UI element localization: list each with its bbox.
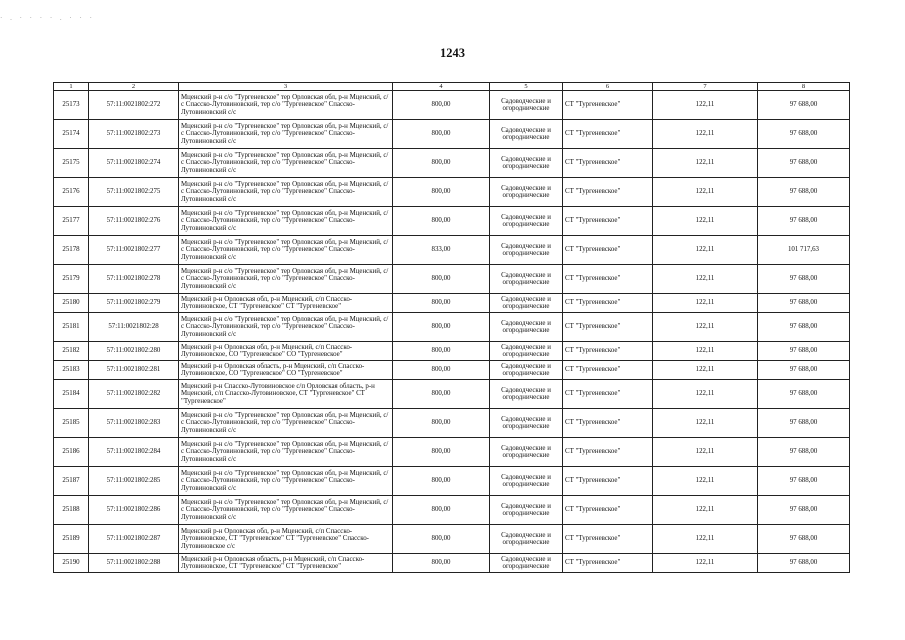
- address: Мценский р-н Орловская область, р-н Мценский, с/п Спасско-Лутовиновское, СО "Тургеневское" СО "Тургеневское": [179, 361, 393, 380]
- column-number-header-row: [54, 83, 850, 91]
- table-row: [54, 91, 850, 120]
- permitted-use: Садоводческие и огороднические: [490, 207, 563, 236]
- organization: СТ "Тургеневское": [563, 313, 653, 342]
- area: 800,00: [393, 120, 490, 149]
- table-row: [54, 438, 850, 467]
- cadastral-price: 122,11: [653, 361, 758, 380]
- table-row: [54, 120, 850, 149]
- row-number: 25179: [54, 265, 89, 294]
- row-number: 25180: [54, 294, 89, 313]
- address: Мценский р-н Орловская обл, р-н Мценский, с/п Спасско-Лутовиновское, СТ "Тургеневское" СТ "Тургеневское" Спасско-Лутовиновское с/с: [179, 525, 393, 554]
- cadastral-value: 97 688,00: [758, 265, 850, 294]
- address: Мценский р-н Орловская обл, р-н Мценский, с/п Спасско-Лутовиновское, СО "Тургеневское" СО "Тургеневское": [179, 342, 393, 361]
- organization: СТ "Тургеневское": [563, 149, 653, 178]
- organization: СТ "Тургеневское": [563, 207, 653, 236]
- table-row: [54, 554, 850, 573]
- organization: СТ "Тургеневское": [563, 438, 653, 467]
- scan-artifact: · . · · · · . · · ·: [0, 14, 95, 22]
- permitted-use: Садоводческие и огороднические: [490, 236, 563, 265]
- table-row: [54, 294, 850, 313]
- organization: СТ "Тургеневское": [563, 294, 653, 313]
- area: 800,00: [393, 409, 490, 438]
- table-row: [54, 265, 850, 294]
- row-number: 25181: [54, 313, 89, 342]
- page-number: 1243: [440, 46, 465, 60]
- cadastral-number: 57:11:0021802:282: [89, 380, 179, 409]
- area: 800,00: [393, 91, 490, 120]
- cadastral-price: 122,11: [653, 554, 758, 573]
- row-number: 25188: [54, 496, 89, 525]
- table-row: [54, 342, 850, 361]
- cadastral-value: 97 688,00: [758, 91, 850, 120]
- address: Мценский р-н с/о "Тургеневское" тер Орловская обл, р-н Мценский, с/с Спасско-Лутовиновский, тер с/о "Тургеневское" Спасско-Лутовиновский с/с: [179, 120, 393, 149]
- cadastral-value: 97 688,00: [758, 438, 850, 467]
- address: Мценский р-н с/о "Тургеневское" тер Орловская обл, р-н Мценский, с/с Спасско-Лутовиновский, тер с/о "Тургеневское" Спасско-Лутовиновский с/с: [179, 438, 393, 467]
- organization: СТ "Тургеневское": [563, 342, 653, 361]
- cadastral-price: 122,11: [653, 525, 758, 554]
- permitted-use: Садоводческие и огороднические: [490, 342, 563, 361]
- table-row: [54, 467, 850, 496]
- area: 800,00: [393, 313, 490, 342]
- permitted-use: Садоводческие и огороднические: [490, 380, 563, 409]
- permitted-use: Садоводческие и огороднические: [490, 294, 563, 313]
- column-header: 7: [653, 83, 758, 91]
- row-number: 25173: [54, 91, 89, 120]
- permitted-use: Садоводческие и огороднические: [490, 438, 563, 467]
- permitted-use: Садоводческие и огороднические: [490, 525, 563, 554]
- row-number: 25174: [54, 120, 89, 149]
- row-number: 25178: [54, 236, 89, 265]
- permitted-use: Садоводческие и огороднические: [490, 149, 563, 178]
- cadastral-price: 122,11: [653, 294, 758, 313]
- table-row: [54, 313, 850, 342]
- area: 800,00: [393, 467, 490, 496]
- land-plot-registry-table: [53, 82, 850, 573]
- cadastral-value: 101 717,63: [758, 236, 850, 265]
- cadastral-value: 97 688,00: [758, 525, 850, 554]
- row-number: 25185: [54, 409, 89, 438]
- area: 800,00: [393, 525, 490, 554]
- cadastral-number: 57:11:0021802:288: [89, 554, 179, 573]
- address: Мценский р-н с/о "Тургеневское" тер Орловская обл, р-н Мценский, с/с Спасско-Лутовиновский, тер с/о "Тургеневское" Спасско-Лутовиновский с/с: [179, 149, 393, 178]
- area: 800,00: [393, 178, 490, 207]
- column-header: 3: [179, 83, 393, 91]
- cadastral-value: 97 688,00: [758, 313, 850, 342]
- permitted-use: Садоводческие и огороднические: [490, 265, 563, 294]
- column-header: 2: [89, 83, 179, 91]
- cadastral-number: 57:11:0021802:283: [89, 409, 179, 438]
- permitted-use: Садоводческие и огороднические: [490, 409, 563, 438]
- cadastral-number: 57:11:0021802:286: [89, 496, 179, 525]
- cadastral-price: 122,11: [653, 91, 758, 120]
- address: Мценский р-н с/о "Тургеневское" тер Орловская обл, р-н Мценский, с/с Спасско-Лутовиновский, тер с/о "Тургеневское" Спасско-Лутовиновский с/с: [179, 265, 393, 294]
- cadastral-price: 122,11: [653, 265, 758, 294]
- cadastral-value: 97 688,00: [758, 554, 850, 573]
- cadastral-number: 57:11:0021802:278: [89, 265, 179, 294]
- table-row: [54, 178, 850, 207]
- cadastral-value: 97 688,00: [758, 409, 850, 438]
- row-number: 25176: [54, 178, 89, 207]
- row-number: 25183: [54, 361, 89, 380]
- area: 800,00: [393, 265, 490, 294]
- row-number: 25186: [54, 438, 89, 467]
- cadastral-price: 122,11: [653, 313, 758, 342]
- cadastral-price: 122,11: [653, 120, 758, 149]
- column-header: 4: [393, 83, 490, 91]
- address: Мценский р-н с/о "Тургеневское" тер Орловская обл, р-н Мценский, с/с Спасско-Лутовиновский, тер с/о "Тургеневское" Спасско-Лутовиновский с/с: [179, 236, 393, 265]
- address: Мценский р-н с/о "Тургеневское" тер Орловская обл, р-н Мценский, с/с Спасско-Лутовиновский, тер с/о "Тургеневское" Спасско-Лутовиновский с/с: [179, 409, 393, 438]
- area: 800,00: [393, 380, 490, 409]
- cadastral-value: 97 688,00: [758, 120, 850, 149]
- permitted-use: Садоводческие и огороднические: [490, 120, 563, 149]
- row-number: 25175: [54, 149, 89, 178]
- cadastral-price: 122,11: [653, 342, 758, 361]
- cadastral-value: 97 688,00: [758, 342, 850, 361]
- area: 800,00: [393, 554, 490, 573]
- permitted-use: Садоводческие и огороднические: [490, 496, 563, 525]
- cadastral-number: 57:11:0021802:274: [89, 149, 179, 178]
- organization: СТ "Тургеневское": [563, 91, 653, 120]
- cadastral-number: 57:11:0021802:281: [89, 361, 179, 380]
- area: 800,00: [393, 207, 490, 236]
- table-row: [54, 496, 850, 525]
- address: Мценский р-н с/о "Тургеневское" тер Орловская обл, р-н Мценский, с/с Спасско-Лутовиновский, тер с/о "Тургеневское" Спасско-Лутовиновский с/с: [179, 91, 393, 120]
- permitted-use: Садоводческие и огороднические: [490, 554, 563, 573]
- cadastral-number: 57:11:0021802:277: [89, 236, 179, 265]
- address: Мценский р-н Спасско-Лутовиновское с/п Орловская область, р-н Мценский, с/п Спасско-Лутовиновское, СТ "Тургеневское" СТ "Тургеневское": [179, 380, 393, 409]
- cadastral-price: 122,11: [653, 438, 758, 467]
- row-number: 25177: [54, 207, 89, 236]
- cadastral-value: 97 688,00: [758, 361, 850, 380]
- cadastral-value: 97 688,00: [758, 294, 850, 313]
- organization: СТ "Тургеневское": [563, 467, 653, 496]
- column-header: 5: [490, 83, 563, 91]
- row-number: 25189: [54, 525, 89, 554]
- organization: СТ "Тургеневское": [563, 265, 653, 294]
- cadastral-number: 57:11:0021802:280: [89, 342, 179, 361]
- organization: СТ "Тургеневское": [563, 409, 653, 438]
- address: Мценский р-н с/о "Тургеневское" тер Орловская обл, р-н Мценский, с/с Спасско-Лутовиновский, тер с/о "Тургеневское" Спасско-Лутовиновский с/с: [179, 313, 393, 342]
- column-header: 8: [758, 83, 850, 91]
- permitted-use: Садоводческие и огороднические: [490, 361, 563, 380]
- permitted-use: Садоводческие и огороднические: [490, 91, 563, 120]
- organization: СТ "Тургеневское": [563, 380, 653, 409]
- organization: СТ "Тургеневское": [563, 361, 653, 380]
- permitted-use: Садоводческие и огороднические: [490, 178, 563, 207]
- table-row: [54, 149, 850, 178]
- area: 800,00: [393, 438, 490, 467]
- table-row: [54, 361, 850, 380]
- area: 800,00: [393, 294, 490, 313]
- cadastral-price: 122,11: [653, 178, 758, 207]
- area: 800,00: [393, 149, 490, 178]
- table-row: [54, 380, 850, 409]
- organization: СТ "Тургеневское": [563, 525, 653, 554]
- cadastral-value: 97 688,00: [758, 467, 850, 496]
- table-row: [54, 525, 850, 554]
- cadastral-number: 57:11:0021802:275: [89, 178, 179, 207]
- row-number: 25187: [54, 467, 89, 496]
- cadastral-number: 57:11:0021802:273: [89, 120, 179, 149]
- row-number: 25182: [54, 342, 89, 361]
- cadastral-value: 97 688,00: [758, 496, 850, 525]
- cadastral-price: 122,11: [653, 380, 758, 409]
- cadastral-price: 122,11: [653, 496, 758, 525]
- cadastral-price: 122,11: [653, 207, 758, 236]
- permitted-use: Садоводческие и огороднические: [490, 467, 563, 496]
- organization: СТ "Тургеневское": [563, 496, 653, 525]
- cadastral-price: 122,11: [653, 409, 758, 438]
- row-number: 25190: [54, 554, 89, 573]
- address: Мценский р-н Орловская обл, р-н Мценский, с/п Спасско-Лутовиновское, СТ "Тургеневское" СТ "Тургеневское": [179, 294, 393, 313]
- cadastral-number: 57:11:0021802:276: [89, 207, 179, 236]
- row-number: 25184: [54, 380, 89, 409]
- cadastral-number: 57:11:0021802:285: [89, 467, 179, 496]
- area: 800,00: [393, 496, 490, 525]
- area: 800,00: [393, 342, 490, 361]
- cadastral-value: 97 688,00: [758, 380, 850, 409]
- address: Мценский р-н с/о "Тургеневское" тер Орловская обл, р-н Мценский, с/с Спасско-Лутовиновский, тер с/о "Тургеневское" Спасско-Лутовиновский с/с: [179, 178, 393, 207]
- organization: СТ "Тургеневское": [563, 120, 653, 149]
- cadastral-number: 57:11:0021802:287: [89, 525, 179, 554]
- address: Мценский р-н с/о "Тургеневское" тер Орловская обл, р-н Мценский, с/с Спасско-Лутовиновский, тер с/о "Тургеневское" Спасско-Лутовиновский с/с: [179, 207, 393, 236]
- cadastral-price: 122,11: [653, 467, 758, 496]
- column-header: 1: [54, 83, 89, 91]
- organization: СТ "Тургеневское": [563, 554, 653, 573]
- cadastral-value: 97 688,00: [758, 178, 850, 207]
- address: Мценский р-н с/о "Тургеневское" тер Орловская обл, р-н Мценский, с/с Спасско-Лутовиновский, тер с/о "Тургеневское" Спасско-Лутовиновский с/с: [179, 496, 393, 525]
- cadastral-value: 97 688,00: [758, 149, 850, 178]
- address: Мценский р-н Орловская область, р-н Мценский, с/п Спасско-Лутовиновское, СТ "Тургеневское" СТ "Тургеневское": [179, 554, 393, 573]
- cadastral-number: 57:11:0021802:272: [89, 91, 179, 120]
- cadastral-number: 57:11:0021802:279: [89, 294, 179, 313]
- organization: СТ "Тургеневское": [563, 178, 653, 207]
- cadastral-number: 57:11:0021802:28: [89, 313, 179, 342]
- cadastral-number: 57:11:0021802:284: [89, 438, 179, 467]
- column-header: 6: [563, 83, 653, 91]
- organization: СТ "Тургеневское": [563, 236, 653, 265]
- area: 833,00: [393, 236, 490, 265]
- table-row: [54, 409, 850, 438]
- table-row: [54, 207, 850, 236]
- address: Мценский р-н с/о "Тургеневское" тер Орловская обл, р-н Мценский, с/с Спасско-Лутовиновский, тер с/о "Тургеневское" Спасско-Лутовиновский с/с: [179, 467, 393, 496]
- permitted-use: Садоводческие и огороднические: [490, 313, 563, 342]
- table-row: [54, 236, 850, 265]
- cadastral-price: 122,11: [653, 236, 758, 265]
- cadastral-price: 122,11: [653, 149, 758, 178]
- area: 800,00: [393, 361, 490, 380]
- cadastral-value: 97 688,00: [758, 207, 850, 236]
